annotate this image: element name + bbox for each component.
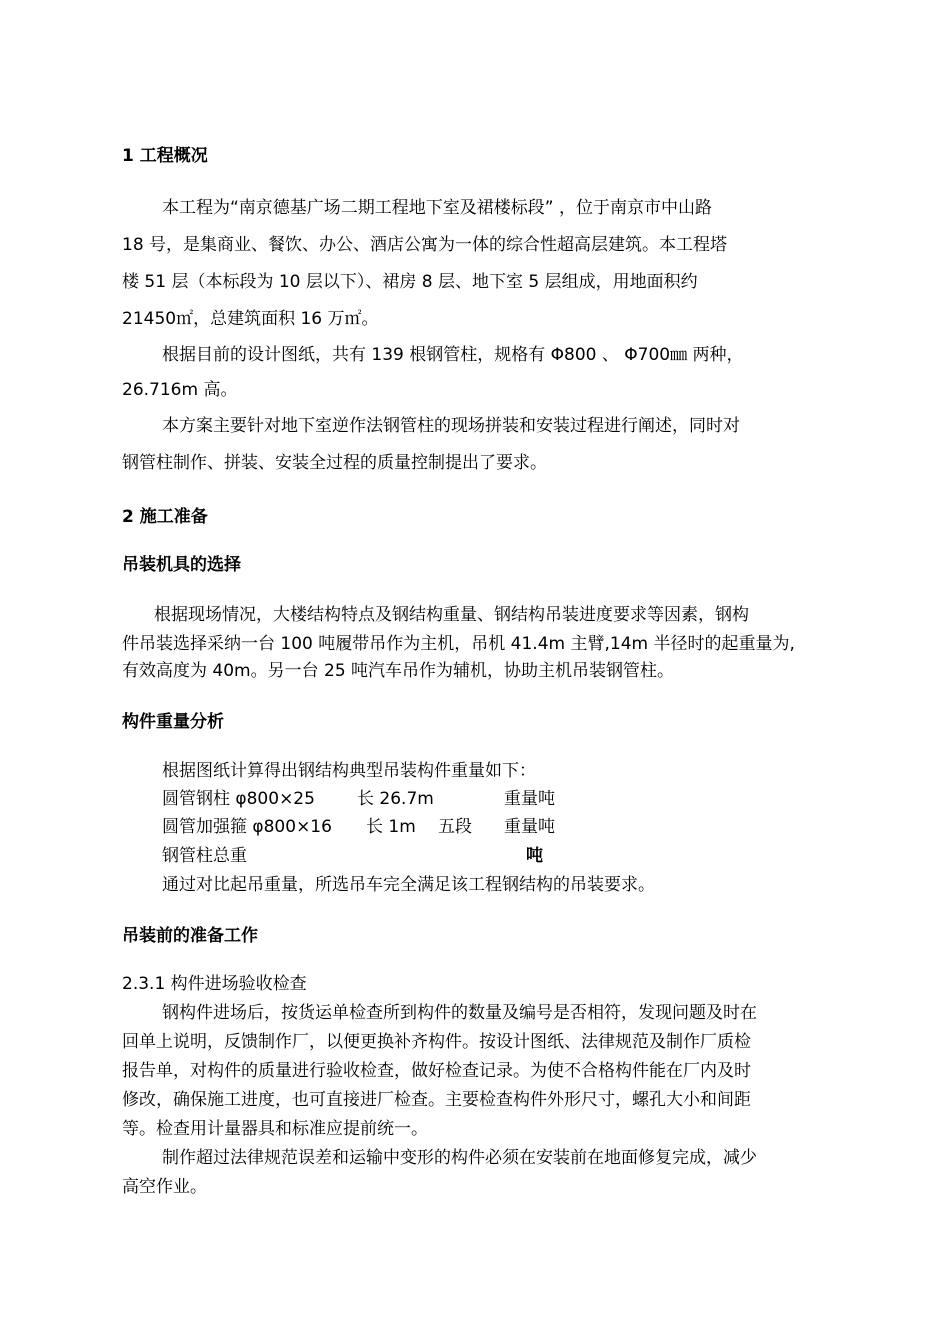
s1-p3-line-2: 钢管柱制作、拼装、安装全过程的质量控制提出了要求。 <box>122 453 547 473</box>
weight-row-length: 长 1m <box>366 817 416 837</box>
subsection-weight-analysis: 构件重量分析 <box>122 712 224 732</box>
s2-p2-line-3: 报告单，对构件的质量进行验收检查，做好检查记录。为使不合格构件能在厂内及时 <box>122 1061 751 1081</box>
weight-row-name: 圆管加强箍 φ800×16 <box>162 817 332 837</box>
s2-p2-line-4: 修改，确保施工进度，也可直接进厂检查。主要检查构件外形尺寸，螺孔大小和间距 <box>122 1090 751 1110</box>
s1-p1-line-1: 本工程为“南京德基广场二期工程地下室及裙楼标段” ，位于南京市中山路 <box>162 198 713 218</box>
weight-conclusion: 通过对比起吊重量，所选吊车完全满足该工程钢结构的吊装要求。 <box>162 875 655 895</box>
weight-row-weight: 重量吨 <box>504 817 555 837</box>
s2-p1-line-2: 件吊装选择采纳一台 100 吨履带吊作为主机，吊机 41.4m 主臂,14m 半径时的起重量为, <box>122 634 795 654</box>
s2-p2-line-1: 钢构件进场后，按货运单检查所到构件的数量及编号是否相符，发现问题及时在 <box>162 1003 757 1023</box>
weight-row-segments: 五段 <box>438 817 472 837</box>
weight-row-name: 圆管钢柱 φ800×25 <box>162 789 315 809</box>
subsection-lifting-equipment: 吊装机具的选择 <box>122 555 241 575</box>
s1-p3-line-1: 本方案主要针对地下室逆作法钢管柱的现场拼装和安装过程进行阐述，同时对 <box>162 416 740 436</box>
section-1-heading: 1 工程概况 <box>122 146 208 166</box>
s2-p2-line-5: 等。检查用计量器具和标准应提前统一。 <box>122 1119 428 1139</box>
subsection-preparation: 吊装前的准备工作 <box>122 926 258 946</box>
s1-p2-line-1: 根据目前的设计图纸，共有 139 根钢管柱，规格有 Φ800 、 Φ700㎜ 两种， <box>162 345 744 365</box>
s1-p1-line-2: 18 号，是集商业、餐饮、办公、酒店公寓为一体的综合性超高层建筑。本工程塔 <box>122 235 728 255</box>
s2-p2-line-2: 回单上说明，反馈制作厂，以便更换补齐构件。按设计图纸、法律规范及制作厂质检 <box>122 1032 751 1052</box>
weight-intro: 根据图纸计算得出钢结构典型吊装构件重量如下： <box>162 761 536 781</box>
s1-p1-line-3: 楼 51 层（本标段为 10 层以下）、裙房 8 层、地下室 5 层组成，用地面积约 <box>122 272 698 292</box>
s1-p1-line-4: 21450㎡，总建筑面积 16 万㎡。 <box>122 309 379 329</box>
subsection-2-3-1: 2.3.1 构件进场验收检查 <box>122 974 307 994</box>
s2-p1-line-3: 有效高度为 40m。另一台 25 吨汽车吊作为辅机，协助主机吊装钢管柱。 <box>122 661 675 681</box>
weight-row-weight: 重量吨 <box>504 789 555 809</box>
total-weight-unit: 吨 <box>526 846 543 866</box>
total-weight-label: 钢管柱总重 <box>162 846 247 866</box>
s2-p1-line-1: 根据现场情况，大楼结构特点及钢结构重量、钢结构吊装进度要求等因素，钢构 <box>154 605 749 625</box>
s2-p3-line-2: 高空作业。 <box>122 1177 207 1197</box>
s2-p3-line-1: 制作超过法律规范误差和运输中变形的构件必须在安装前在地面修复完成，减少 <box>162 1148 757 1168</box>
s1-p2-line-2: 26.716m 高。 <box>122 380 238 400</box>
weight-row-length: 长 26.7m <box>357 789 434 809</box>
section-2-heading: 2 施工准备 <box>122 507 208 527</box>
